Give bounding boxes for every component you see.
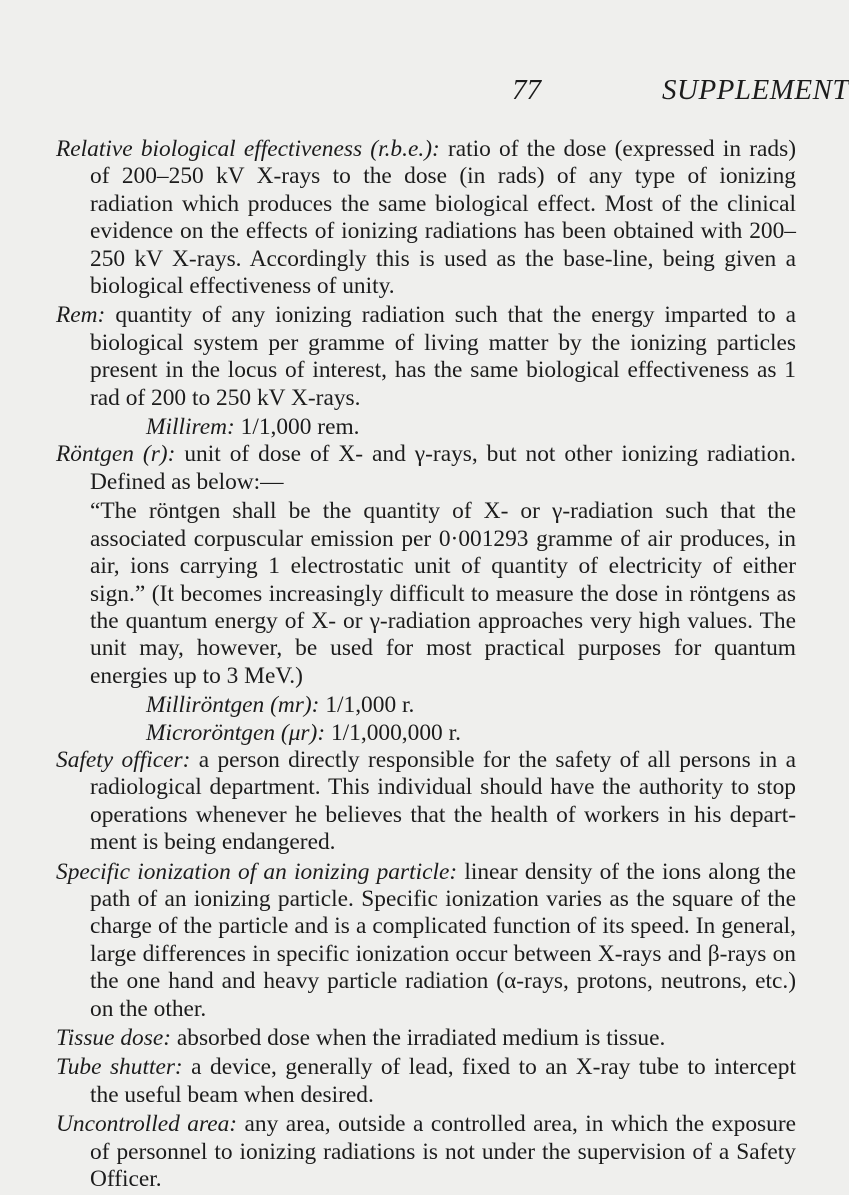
definition: a device, generally of lead, fixed to an X-ray tube to intercept the useful beam when desired. [90,1054,796,1108]
term: Safety officer: [56,746,191,773]
glossary-body [56,136,796,1195]
entry-rem [56,302,796,412]
definition: quantity of any ionizing radiation such that the energy imparted to a biological system per gramme of living matter by the ionizing particles present in the locus of interest, has the same biological effectiveness as 1 rad of 200 to 250 kV X-rays. [90,302,796,411]
running-title: SUPPLEMENT [662,74,849,106]
page-number: 77 [512,74,541,106]
entry-uncontrolled-area [56,1111,796,1193]
entry-microrontgen [56,720,796,747]
term: Tube shutter: [56,1054,183,1081]
entry-tube-shutter [56,1054,796,1109]
definition: any area, outside a controlled area, in which the exposure of personnel to ionizing radiations is not under the supervision of a Safety Officer. [90,1111,796,1193]
definition: a person directly responsible for the safety of all persons in a radiological department. This individual should have the authority to stop operations whenever he believes that the health of workers in his depart-ment is being endangered. [90,746,796,856]
entry-tissue-dose [56,1025,796,1052]
definition: 1/1,000,000 r. [325,719,461,746]
term: Tissue dose: [56,1025,172,1051]
page-header [60,74,849,114]
term: Rem: [56,302,106,329]
entry-millirem [56,414,796,441]
definition: absorbed dose when the irradiated medium is tissue. [171,1025,666,1051]
definition: linear density of the ions along the path of an ionizing particle. Specific ionization varies as the square of the charge of the particle and is a complicated function of its speed. In general, large differences in specific ionization occur between X-rays and β-rays on the one hand and heavy particle radiation (α-rays, protons, neutrons, etc.) on the other. [90,858,797,1022]
entry-specific-ionization [56,859,796,1023]
definition: unit of dose of X- and γ-rays, but not other ionizing radiation. Defined as below:— [90,441,796,495]
term: Uncontrolled area: [56,1111,238,1138]
term: Relative biological effectiveness (r.b.e.): [56,136,440,162]
rontgen-definition-quote: “The röntgen shall be the quantity of X- or γ-radiation such that the associated corpuscular emission per 0·001293 gramme of air produces, in air, ions carrying 1 electrostatic unit of quantity of electricity of either sign.” (It becomes increasingly difficult to measure the dose in röntgens as the quantum energy of X- or γ-radiation approaches very high values. The unit may, however, be used for most practical purposes for quantum energies up to 3 MeV.) [90,498,796,689]
entry-millirontgen [56,692,796,719]
entry-rbe [56,136,796,300]
entry-rontgen [56,441,796,496]
entry-safety-officer [56,747,796,857]
term: Röntgen (r): [56,441,176,468]
term: Microröntgen (μr): [146,719,326,746]
term: Milliröntgen (mr): [146,692,320,719]
definition: 1/1,000 r. [319,692,415,719]
term: Millirem: [146,414,235,441]
definition: ratio of the dose (expressed in rads) of 200–250 kV X-rays to the dose (in rads) of any type of ionizing radiation which produces the same biological effect. Most of the clinical evidence on the effects of ionizing radiations has been obtained with 200–250 kV X-rays. Accordingly this is used as the base-line, being given a biological effectiveness of unity. [90,136,796,300]
definition: 1/1,000 rem. [234,414,360,441]
term: Specific ionization of an ionizing particle: [56,858,458,885]
